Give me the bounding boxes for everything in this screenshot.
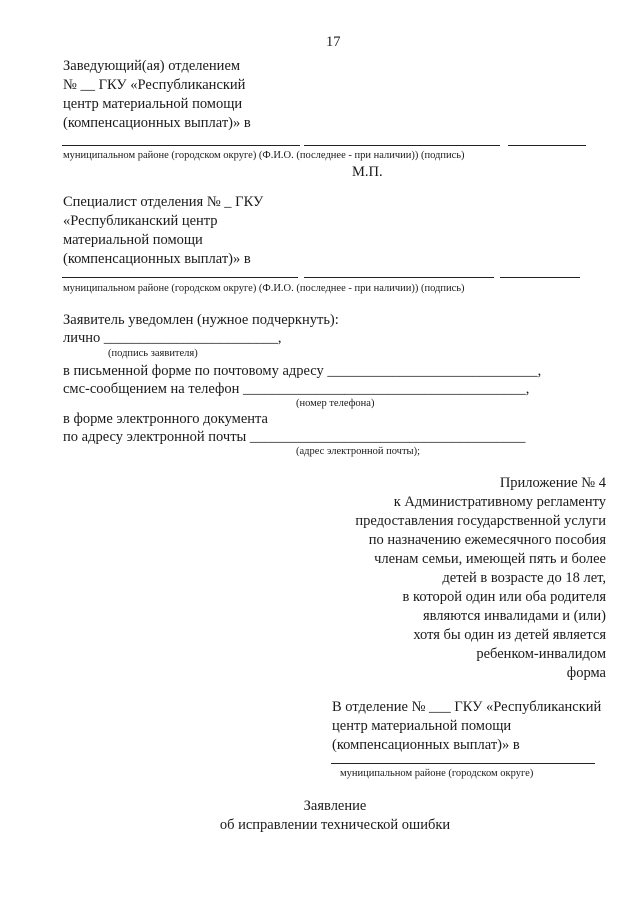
- addressee-line-1: В отделение № ___ ГКУ «Республиканский: [332, 699, 602, 715]
- specialist-line-2: «Республиканский центр: [63, 213, 218, 229]
- head-line-4: (компенсационных выплат)» в: [63, 115, 251, 131]
- appendix-line-3: предоставления государственной услуги: [355, 513, 606, 529]
- appendix-line-10: ребенком-инвалидом: [476, 646, 606, 662]
- appendix-line-2: к Административному регламенту: [393, 494, 606, 510]
- appendix-line-6: детей в возрасте до 18 лет,: [442, 570, 606, 586]
- addressee-line-3: (компенсационных выплат)» в: [332, 737, 520, 753]
- signature-line: [304, 277, 494, 278]
- stamp-label: М.П.: [352, 164, 383, 180]
- addressee-line-2: центр материальной помощи: [332, 718, 512, 734]
- appendix-line-1: Приложение № 4: [499, 475, 606, 491]
- head-caption: муниципальном районе (городском округе) (Ф.И.О. (последнее - при наличии)) (подпись): [63, 150, 465, 161]
- signature-line: [331, 763, 595, 764]
- signature-line: [508, 145, 586, 146]
- signature-line: [500, 277, 580, 278]
- appendix-line-9: хотя бы один из детей является: [413, 627, 606, 643]
- head-line-1: Заведующий(ая) отделением: [63, 58, 241, 74]
- head-line-2: № __ ГКУ «Республиканский: [63, 77, 246, 93]
- specialist-line-1: Специалист отделения № _ ГКУ: [63, 194, 264, 210]
- personal-caption: (подпись заявителя): [108, 348, 198, 359]
- statement-title: Заявление: [303, 798, 367, 814]
- email-caption: (адрес электронной почты);: [296, 446, 421, 457]
- notification-title: Заявитель уведомлен (нужное подчеркнуть):: [63, 312, 339, 328]
- signature-line: [62, 277, 298, 278]
- specialist-caption: муниципальном районе (городском округе) (Ф.И.О. (последнее - при наличии)) (подпись): [63, 283, 465, 294]
- addressee-caption: муниципальном районе (городском округе): [340, 768, 534, 779]
- notification-postal: в письменной форме по почтовому адресу _____________________________,: [63, 363, 542, 379]
- head-line-3: центр материальной помощи: [63, 96, 243, 112]
- appendix-line-5: членам семьи, имеющей пять и более: [374, 551, 606, 567]
- specialist-line-4: (компенсационных выплат)» в: [63, 251, 251, 267]
- appendix-line-8: являются инвалидами и (или): [422, 608, 606, 624]
- notification-electronic-2: по адресу электронной почты ______________________________________: [63, 429, 526, 445]
- specialist-line-3: материальной помощи: [63, 232, 203, 248]
- appendix-line-7: в которой один или оба родителя: [402, 589, 606, 605]
- form-label: форма: [566, 665, 606, 681]
- notification-personal: лично ________________________,: [63, 330, 282, 346]
- statement-subtitle: об исправлении технической ошибки: [219, 817, 451, 833]
- phone-caption: (номер телефона): [296, 398, 375, 409]
- notification-sms: смс-сообщением на телефон _______________________________________,: [63, 381, 530, 397]
- signature-line: [304, 145, 500, 146]
- notification-electronic-1: в форме электронного документа: [63, 411, 268, 427]
- appendix-line-4: по назначению ежемесячного пособия: [368, 532, 606, 548]
- signature-line: [62, 145, 300, 146]
- page-number: 17: [326, 34, 341, 50]
